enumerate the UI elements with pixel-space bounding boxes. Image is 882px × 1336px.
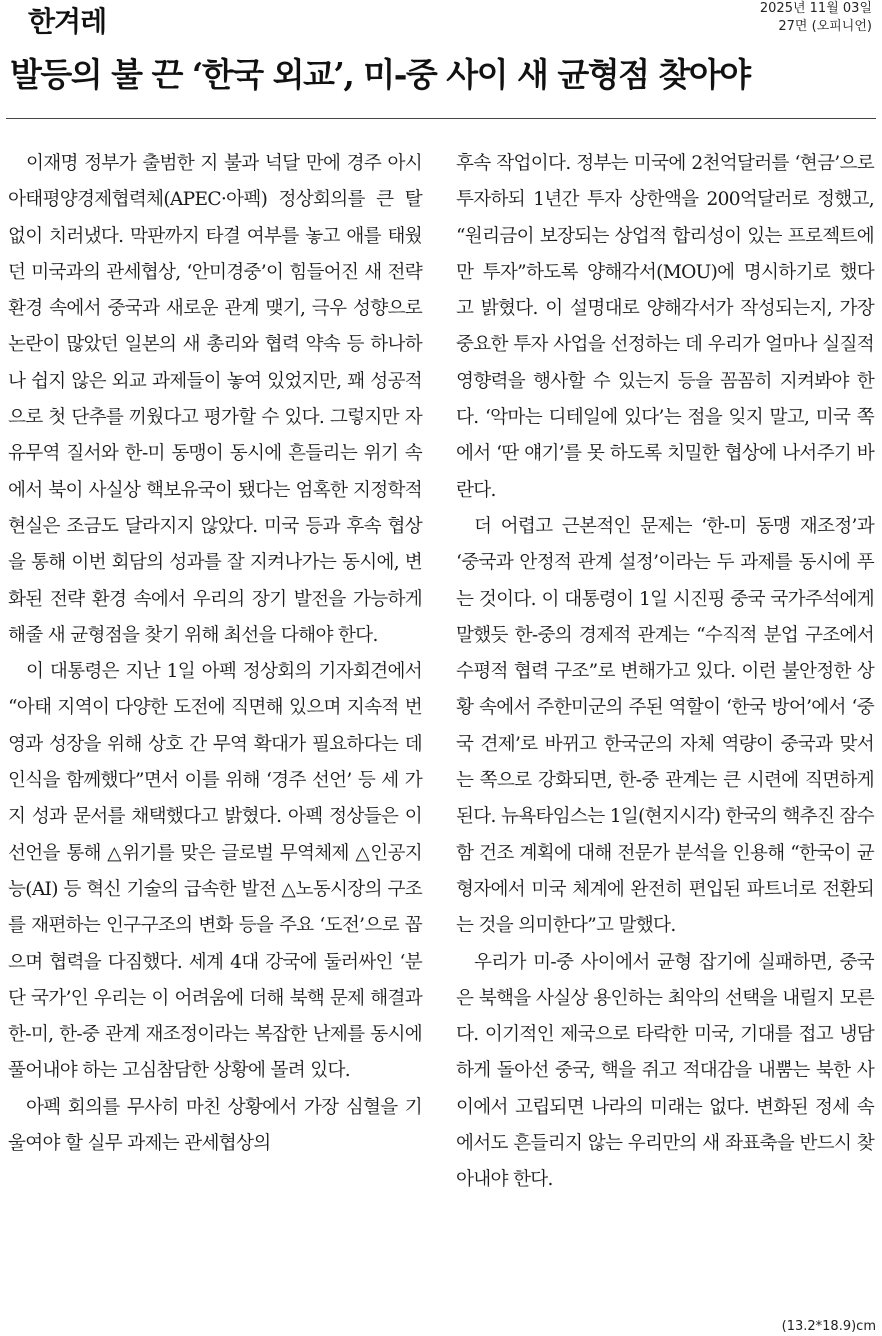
publication-date: 2025년 11월 03일	[759, 1, 872, 16]
article-paragraph-3b: 후속 작업이다. 정부는 미국에 2천억달러를 ‘현금’으로 투자하되 1년간 투자 상한액을 200억달러로 정했고, “원리금이 보장되는 상업적 합리성이 있는 프로젝트에만 투자”하도록 양해각서(MOU)에 명시하기로 했다고 밝혔다. 이 설명대로 양해각서가 작성되는지, 가장 중요한 투자 사업을 선정하는 데 우리가 얼마나 실질적 영향력을 행사할 수 있는지 등을 꼼꼼히 지켜봐야 한다. ‘악마는 디테일에 있다’는 점을 잊지 말고, 미국 쪽에서 ‘딴 얘기’를 못 하도록 치밀한 협상에 나서주기 바란다.	[456, 153, 874, 501]
article-paragraph-1: 이재명 정부가 출범한 지 불과 넉달 만에 경주 아시아태평양경제협력체(APEC·아펙) 정상회의를 큰 탈 없이 치러냈다. 막판까지 타결 여부를 놓고 애를 태웠던 미국과의 관세협상, ‘안미경중’이 힘들어진 새 전략 환경 속에서 중국과 새로운 관계 맺기, 극우 성향으로 논란이 많았던 일본의 새 총리와 협력 약속 등 하나하나 쉽지 않은 외교 과제들이 놓여 있었지만, 꽤 성공적으로 첫 단추를 끼웠다고 평가할 수 있다. 그렇지만 자유무역 질서와 한-미 동맹이 동시에 흔들리는 위기 속에서 북이 사실상 핵보유국이 됐다는 엄혹한 지정학적 현실은 조금도 달라지지 않았다. 미국 등과 후속 협상을 통해 이번 회담의 성과를 잘 지켜나가는 동시에, 변화된 전략 환경 속에서 우리의 장기 발전을 가능하게 해줄 새 균형점을 찾기 위해 최선을 다해야 한다.	[8, 153, 422, 646]
article-column-left	[8, 146, 422, 1162]
page-section: 27면 (오피니언)	[778, 19, 872, 34]
masthead	[28, 2, 106, 42]
article-size-note: (13.2*18.9)cm	[781, 1319, 876, 1334]
newspaper-logo: 한겨레	[28, 5, 107, 38]
publication-meta	[760, 0, 872, 36]
article-paragraph-4: 더 어렵고 근본적인 문제는 ‘한-미 동맹 재조정’과 ‘중국과 안정적 관계 설정’이라는 두 과제를 동시에 푸는 것이다. 이 대통령이 1일 시진핑 중국 국가주석에게 말했듯 한-중의 경제적 관계는 “수직적 분업 구조에서 수평적 협력 구조”로 변해가고 있다. 이런 불안정한 상황 속에서 주한미군의 주된 역할이 ‘한국 방어’에서 ‘중국 견제’로 바뀌고 한국군의 자체 역량이 중국과 맞서는 쪽으로 강화되면, 한-중 관계는 큰 시련에 직면하게 된다. 뉴욕타임스는 1일(현지시각) 한국의 핵추진 잠수함 건조 계획에 대해 전문가 분석을 인용해 “한국이 균형자에서 미국 체계에 완전히 편입된 파트너로 전환되는 것을 의미한다”고 말했다.	[456, 515, 874, 937]
article-paragraph-2: 이 대통령은 지난 1일 아펙 정상회의 기자회견에서 “아태 지역이 다양한 도전에 직면해 있으며 지속적 번영과 성장을 위해 상호 간 무역 확대가 필요하다는 데 인식을 함께했다”면서 이를 위해 ‘경주 선언’ 등 세 가지 성과 문서를 채택했다고 밝혔다. 아펙 정상들은 이 선언을 통해 △위기를 맞은 글로벌 무역체제 △인공지능(AI) 등 혁신 기술의 급속한 발전 △노동시장의 구조를 재편하는 인구구조의 변화 등을 주요 ‘도전’으로 꼽으며 협력을 다짐했다. 세계 4대 강국에 둘러싸인 ‘분단 국가’인 우리는 이 어려움에 더해 북핵 문제 해결과 한-미, 한-중 관계 재조정이라는 복잡한 난제를 동시에 풀어내야 하는 고심참담한 상황에 몰려 있다.	[8, 661, 422, 1082]
headline-divider	[6, 118, 876, 119]
article-paragraph-5: 우리가 미-중 사이에서 균형 잡기에 실패하면, 중국은 북핵을 사실상 용인하는 최악의 선택을 내릴지 모른다. 이기적인 제국으로 타락한 미국, 기대를 접고 냉담하게 돌아선 중국, 핵을 쥐고 적대감을 내뿜는 북한 사이에서 고립되면 나라의 미래는 없다. 변화된 정세 속에서도 흔들리지 않는 우리만의 새 좌표축을 반드시 찾아내야 한다.	[456, 951, 874, 1191]
article-paragraph-3a: 아펙 회의를 무사히 마친 상황에서 가장 심혈을 기울여야 할 실무 과제는 관세협상의	[8, 1096, 422, 1155]
article-column-right	[456, 146, 874, 1199]
article-headline: 발등의 불 끈 ‘한국 외교’, 미-중 사이 새 균형점 찾아야	[10, 55, 750, 94]
